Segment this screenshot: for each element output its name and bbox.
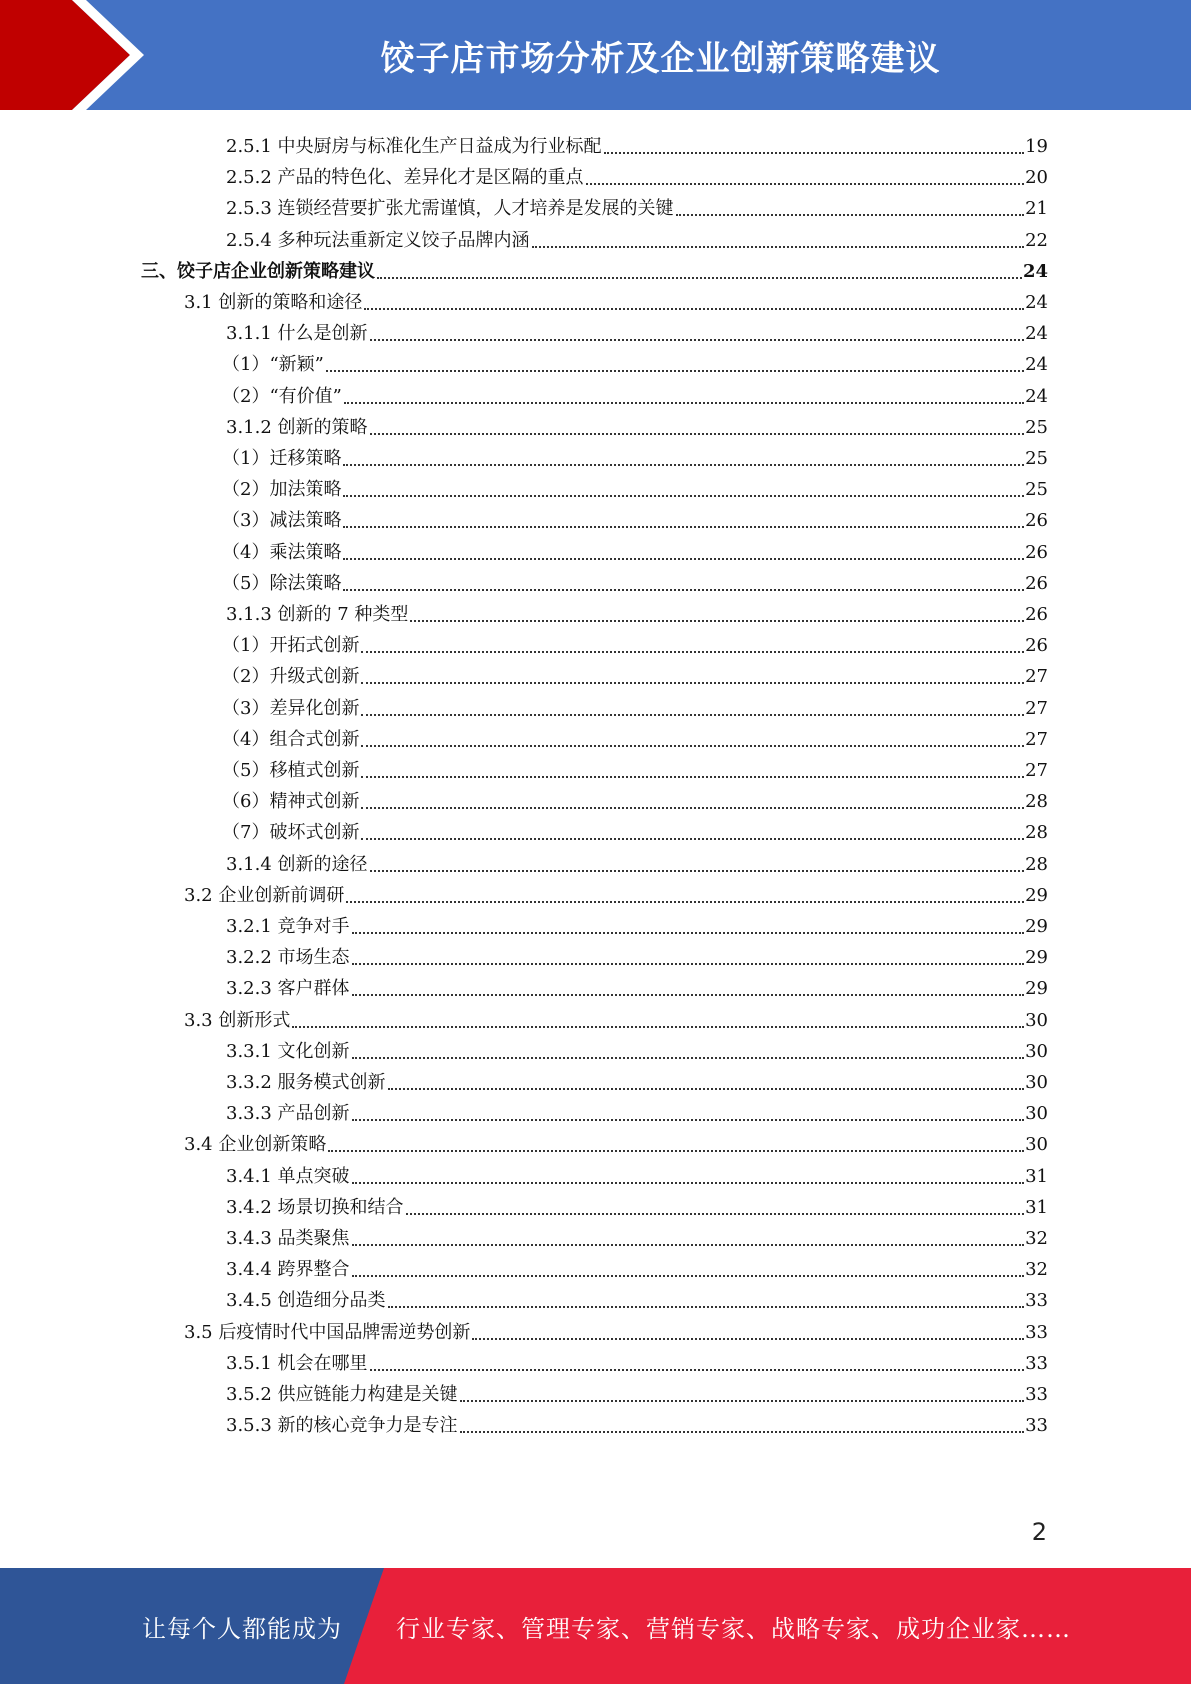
toc-entry[interactable] (226, 1406, 1048, 1437)
toc-dot-leader (532, 224, 1025, 248)
toc-entry[interactable] (226, 845, 1048, 876)
toc-entry-label: 3.4.4 跨界整合 (226, 1259, 350, 1281)
toc-dot-leader (343, 536, 1024, 560)
toc-entry[interactable] (222, 470, 1048, 501)
toc-dot-leader (361, 692, 1024, 716)
toc-dot-leader (406, 1191, 1025, 1215)
toc-entry-label: 3.1.4 创新的途径 (226, 853, 368, 875)
toc-dot-leader (410, 598, 1024, 622)
toc-entry[interactable] (184, 283, 1048, 314)
toc-entry-label: 3.4.2 场景切换和结合 (226, 1196, 404, 1218)
toc-entry[interactable] (226, 158, 1048, 189)
toc-entry[interactable] (222, 533, 1048, 564)
toc-entry[interactable] (226, 938, 1048, 969)
toc-entry-label: （2）“有价值” (222, 385, 342, 407)
toc-entry-label: （2）升级式创新 (222, 666, 360, 688)
toc-entry[interactable] (226, 1375, 1048, 1406)
toc-entry[interactable] (222, 720, 1048, 751)
toc-entry[interactable] (226, 907, 1048, 938)
toc-entry-label: 3.3.2 服务模式创新 (226, 1072, 386, 1093)
toc-entry-page-number: 29 (1025, 978, 1048, 1000)
toc-entry[interactable] (222, 564, 1048, 595)
toc-entry-label: （6）精神式创新 (222, 791, 360, 813)
toc-entry[interactable] (222, 657, 1048, 688)
toc-entry[interactable] (222, 813, 1048, 844)
toc-entry-page-number: 26 (1025, 604, 1048, 625)
toc-entry-label: （1）迁移策略 (222, 448, 342, 469)
toc-entry[interactable] (226, 1094, 1048, 1125)
toc-entry-label: 3.2 企业创新前调研 (184, 884, 345, 906)
toc-dot-leader (352, 1097, 1025, 1121)
toc-entry[interactable] (184, 1125, 1048, 1156)
toc-entry-page-number: 33 (1025, 1415, 1048, 1437)
toc-entry[interactable] (226, 595, 1048, 626)
toc-dot-leader (388, 1066, 1025, 1090)
toc-entry-page-number: 21 (1025, 198, 1048, 220)
toc-entry-label: （3）差异化创新 (222, 697, 360, 719)
toc-entry-label: 3.2.2 市场生态 (226, 947, 350, 969)
toc-entry-page-number: 24 (1025, 354, 1048, 376)
toc-entry[interactable] (222, 782, 1048, 813)
toc-dot-leader (343, 473, 1024, 497)
toc-entry-label: 三、饺子店企业创新策略建议 (141, 260, 375, 282)
toc-entry[interactable] (226, 1219, 1048, 1250)
toc-entry[interactable] (226, 1157, 1048, 1188)
toc-entry-page-number: 24 (1025, 323, 1048, 345)
toc-entry-page-number: 33 (1025, 1352, 1048, 1374)
toc-dot-leader (364, 286, 1024, 310)
toc-entry-label: 3.2.1 竞争对手 (226, 916, 350, 937)
toc-entry-page-number: 28 (1025, 791, 1048, 813)
toc-dot-leader (352, 910, 1025, 934)
toc-entry[interactable] (141, 252, 1048, 283)
toc-entry[interactable] (222, 377, 1048, 408)
toc-entry-label: （3）减法策略 (222, 510, 342, 532)
toc-dot-leader (352, 1222, 1025, 1246)
toc-entry[interactable] (226, 1188, 1048, 1219)
toc-entry-label: 2.5.3 连锁经营要扩张尤需谨慎，人才培养是发展的关键 (226, 198, 674, 220)
toc-entry[interactable] (226, 969, 1048, 1000)
toc-dot-leader (292, 1004, 1024, 1028)
toc-entry-label: （5）移植式创新 (222, 760, 360, 781)
toc-entry-page-number: 31 (1025, 1196, 1048, 1218)
toc-entry-page-number: 33 (1025, 1384, 1048, 1405)
toc-entry-page-number: 24 (1025, 292, 1048, 313)
toc-entry-page-number: 29 (1025, 947, 1048, 969)
toc-entry-page-number: 26 (1025, 510, 1048, 532)
toc-entry-page-number: 26 (1025, 572, 1048, 594)
toc-entry-label: 3.4.3 品类聚焦 (226, 1228, 350, 1249)
toc-entry-page-number: 30 (1025, 1009, 1048, 1031)
toc-dot-leader (377, 255, 1022, 279)
toc-dot-leader (472, 1316, 1024, 1340)
toc-entry-page-number: 26 (1025, 541, 1048, 563)
toc-entry-label: 3.1.2 创新的策略 (226, 416, 368, 438)
document-title: 饺子店市场分析及企业创新策略建议 (380, 38, 941, 79)
toc-entry[interactable] (184, 876, 1048, 907)
toc-entry-label: （2）加法策略 (222, 479, 342, 501)
toc-dot-leader (352, 1160, 1025, 1184)
toc-dot-leader (328, 1128, 1024, 1152)
toc-entry-page-number: 22 (1025, 229, 1048, 251)
toc-entry-page-number: 29 (1025, 916, 1048, 937)
toc-entry[interactable] (222, 345, 1048, 376)
page-footer (0, 1568, 1191, 1684)
toc-entry-label: （4）乘法策略 (222, 541, 342, 563)
toc-dot-leader (361, 754, 1024, 778)
toc-entry-page-number: 27 (1025, 666, 1048, 688)
toc-entry-label: （7）破坏式创新 (222, 822, 360, 844)
toc-entry[interactable] (226, 1063, 1048, 1094)
toc-entry[interactable] (226, 1032, 1048, 1063)
toc-dot-leader (460, 1378, 1025, 1402)
toc-entry-label: 3.4.5 创造细分品类 (226, 1290, 386, 1312)
toc-entry[interactable] (226, 189, 1048, 220)
toc-dot-leader (604, 130, 1025, 154)
toc-entry-label: 3.1.1 什么是创新 (226, 323, 368, 345)
toc-entry-page-number: 26 (1025, 635, 1048, 657)
toc-entry-page-number: 25 (1025, 479, 1048, 501)
toc-entry-label: 3.1.3 创新的 7 种类型 (226, 604, 409, 625)
toc-entry-label: （4）组合式创新 (222, 728, 360, 750)
toc-dot-leader (676, 192, 1025, 216)
toc-dot-leader (343, 504, 1024, 528)
toc-dot-leader (326, 348, 1024, 372)
toc-entry-label: 3.3.3 产品创新 (226, 1103, 350, 1125)
toc-dot-leader (352, 1253, 1025, 1277)
toc-entry-page-number: 30 (1025, 1040, 1048, 1062)
toc-entry-label: （1）开拓式创新 (222, 635, 360, 657)
toc-entry-page-number: 19 (1025, 136, 1048, 157)
toc-dot-leader (460, 1409, 1025, 1433)
toc-entry[interactable] (226, 314, 1048, 345)
toc-entry[interactable] (226, 1281, 1048, 1312)
toc-dot-leader (352, 972, 1025, 996)
toc-entry-page-number: 25 (1025, 416, 1048, 438)
toc-entry-label: 2.5.1 中央厨房与标准化生产日益成为行业标配 (226, 136, 602, 157)
toc-dot-leader (352, 1035, 1025, 1059)
toc-entry-page-number: 31 (1025, 1165, 1048, 1187)
toc-entry[interactable] (184, 1001, 1048, 1032)
toc-dot-leader (361, 629, 1024, 653)
toc-entry[interactable] (184, 1313, 1048, 1344)
toc-dot-leader (370, 411, 1025, 435)
toc-entry-label: 3.2.3 客户群体 (226, 978, 350, 1000)
toc-entry-page-number: 33 (1025, 1321, 1048, 1343)
toc-entry-label: 3.5.3 新的核心竞争力是专注 (226, 1415, 458, 1437)
toc-entry-page-number: 20 (1025, 167, 1048, 189)
toc-entry-label: 3.5.2 供应链能力构建是关键 (226, 1384, 458, 1405)
toc-entry-label: 3.5 后疫情时代中国品牌需逆势创新 (184, 1321, 471, 1343)
toc-dot-leader (346, 879, 1024, 903)
toc-entry-page-number: 30 (1025, 1072, 1048, 1093)
page-number: 2 (1031, 1518, 1047, 1546)
toc-entry-page-number: 27 (1025, 760, 1048, 781)
toc-dot-leader (361, 785, 1024, 809)
toc-entry[interactable] (226, 1344, 1048, 1375)
toc-entry-page-number: 32 (1025, 1259, 1048, 1281)
toc-entry[interactable] (222, 439, 1048, 470)
toc-dot-leader (343, 567, 1024, 591)
toc-dot-leader (343, 442, 1024, 466)
toc-dot-leader (388, 1284, 1025, 1308)
toc-entry-label: （5）除法策略 (222, 572, 342, 594)
toc-entry[interactable] (222, 689, 1048, 720)
toc-dot-leader (352, 941, 1025, 965)
toc-entry[interactable] (226, 1250, 1048, 1281)
toc-entry[interactable] (226, 408, 1048, 439)
toc-dot-leader (361, 816, 1024, 840)
toc-entry-page-number: 29 (1025, 884, 1048, 906)
toc-entry-label: 3.3 创新形式 (184, 1009, 291, 1031)
toc-entry-page-number: 24 (1025, 385, 1048, 407)
toc-entry-page-number: 27 (1025, 697, 1048, 719)
page-header (0, 0, 1191, 110)
toc-entry[interactable] (222, 626, 1048, 657)
toc-entry-page-number: 25 (1025, 448, 1048, 469)
toc-entry-page-number: 33 (1025, 1290, 1048, 1312)
footer-slogan-left: 让每个人都能成为 (142, 1614, 342, 1643)
toc-entry-label: 2.5.2 产品的特色化、差异化才是区隔的重点 (226, 167, 584, 189)
toc-entry-label: 3.4 企业创新策略 (184, 1134, 327, 1156)
toc-dot-leader (361, 660, 1024, 684)
toc-entry-label: 3.5.1 机会在哪里 (226, 1352, 368, 1374)
toc-entry[interactable] (226, 127, 1048, 158)
toc-entry-label: 3.3.1 文化创新 (226, 1040, 350, 1062)
toc-entry-page-number: 30 (1025, 1103, 1048, 1125)
toc-entry[interactable] (226, 221, 1048, 252)
toc-entry[interactable] (222, 751, 1048, 782)
toc-dot-leader (361, 723, 1024, 747)
toc-entry-label: 2.5.4 多种玩法重新定义饺子品牌内涵 (226, 229, 530, 251)
toc-dot-leader (344, 380, 1024, 404)
toc-entry-page-number: 24 (1022, 260, 1048, 282)
toc-entry-page-number: 32 (1025, 1228, 1048, 1249)
toc-entry-page-number: 28 (1025, 853, 1048, 875)
toc-entry-label: （1）“新颖” (222, 354, 324, 376)
toc-entry-label: 3.4.1 单点突破 (226, 1165, 350, 1187)
toc-entry[interactable] (222, 501, 1048, 532)
toc-dot-leader (370, 317, 1025, 341)
toc-entry-page-number: 27 (1025, 728, 1048, 750)
footer-slogan-right: 行业专家、管理专家、营销专家、战略专家、成功企业家…… (396, 1614, 1071, 1643)
toc-dot-leader (370, 1347, 1025, 1371)
toc-entry-label: 3.1 创新的策略和途径 (184, 292, 363, 313)
toc-entry-page-number: 28 (1025, 822, 1048, 844)
toc-entry-page-number: 30 (1025, 1134, 1048, 1156)
toc-dot-leader (586, 161, 1025, 185)
toc-dot-leader (370, 848, 1025, 872)
